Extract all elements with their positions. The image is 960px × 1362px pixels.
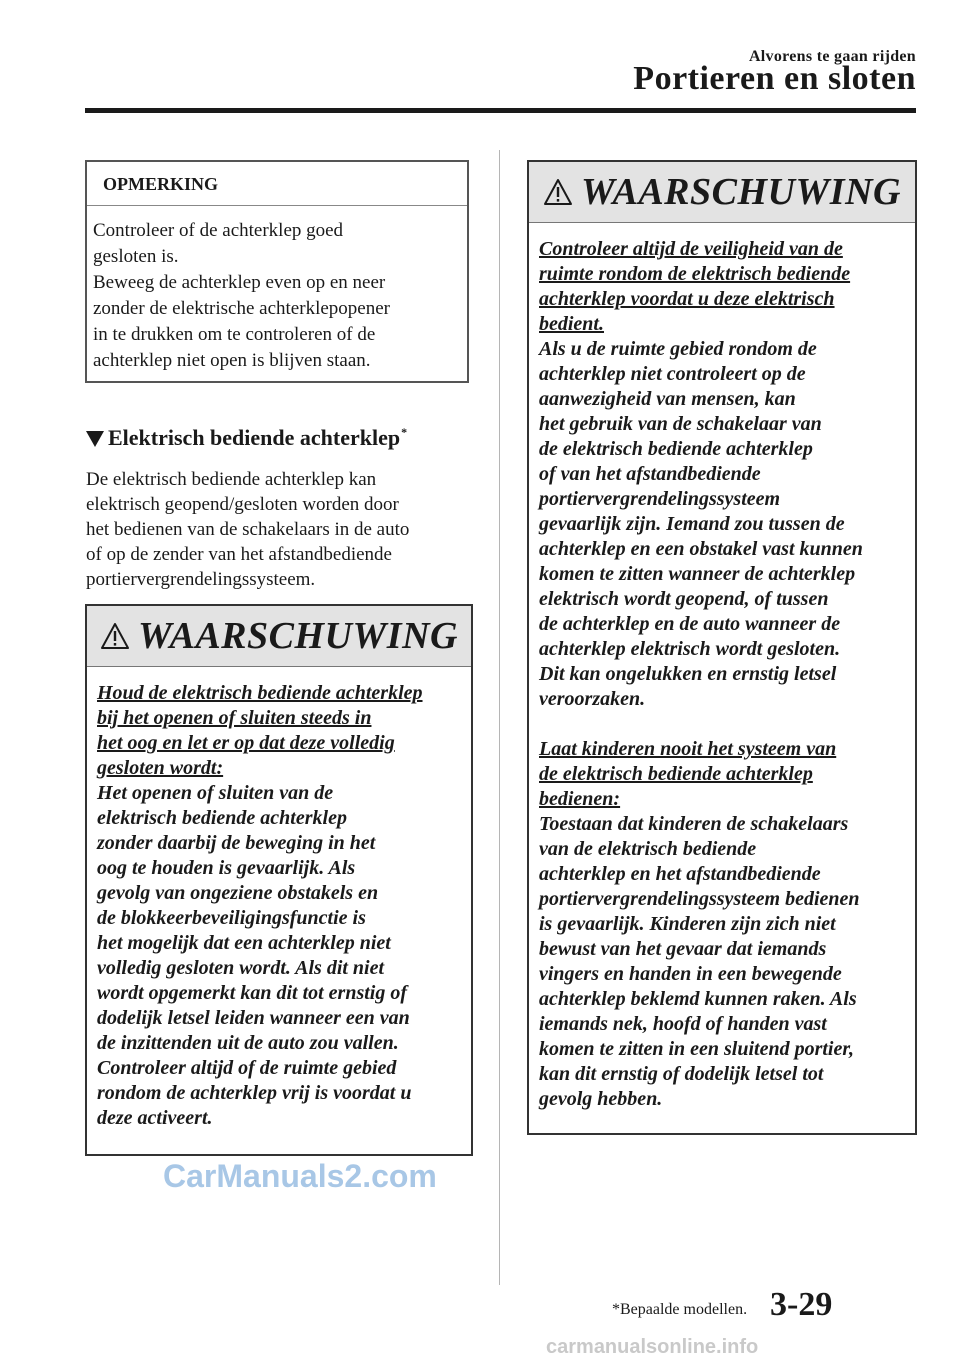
warning-box-right [527,160,917,1135]
header-subtitle: Alvorens te gaan rijden [748,48,916,65]
warning-emphasis-line: ruimte rondom de elektrisch bediende [539,263,851,285]
note-body [87,206,467,374]
page-title: Portieren en sloten [633,60,916,97]
warning-title: WAARSCHUWING [138,615,458,657]
warning-line: van de elektrisch bediende [539,838,757,860]
warning-line: rondom de achterklep vrij is voordat u [97,1082,412,1104]
warning-line: Als u de ruimte gebied rondom de [539,338,817,360]
page-number: 3-29 [770,1286,833,1323]
warning-emphasis-line: bedient. [539,313,604,335]
warning-line: kan dit ernstig of dodelijk letsel tot [539,1063,824,1085]
warning-line: dodelijk letsel leiden wanneer een van [97,1007,410,1029]
note-line: Controleer of de achterklep goed [93,220,344,241]
paragraph-gap [539,712,915,737]
intro-line: het bedienen van de schakelaars in de auto [86,519,410,540]
warning-line: of van het afstandbediende [539,463,761,485]
footnote-marker: * [401,425,408,439]
warning-triangle-icon [543,178,573,206]
warning-line: veroorzaken. [539,688,646,710]
warning-line: Toestaan dat kinderen de schakelaars [539,813,849,835]
warning-line: het mogelijk dat een achterklep niet [97,932,391,954]
warning-line: aanwezigheid van mensen, kan [539,388,796,410]
warning-line: gevolg van ongeziene obstakels en [97,882,379,904]
footer-url: carmanualsonline.info [546,1336,759,1358]
warning-line: oog te houden is gevaarlijk. Als [97,857,356,879]
warning-line: elektrisch bediende achterklep [97,807,347,829]
warning-line: gevolg hebben. [539,1088,663,1110]
warning-line: Dit kan ongelukken en ernstig letsel [539,663,837,685]
warning-line: portiervergrendelingssysteem [539,488,781,510]
triangle-down-icon [86,431,104,447]
warning-emphasis-line: Controleer altijd de veiligheid van de [539,238,843,260]
section-intro [86,467,476,592]
warning-line: elektrisch wordt geopend, of tussen [539,588,829,610]
warning-line: komen te zitten wanneer de achterklep [539,563,856,585]
section-heading [86,425,407,451]
warning-header [529,162,915,223]
warning-line: de elektrisch bediende achterklep [539,438,813,460]
warning-line: achterklep beklemd kunnen raken. Als [539,988,857,1010]
intro-line: De elektrisch bediende achterklep kan [86,469,377,490]
warning-line: wordt opgemerkt kan dit tot ernstig of [97,982,408,1004]
warning-box-left [85,604,473,1156]
warning-line: de achterklep en de auto wanneer de [539,613,841,635]
watermark-text: CarManuals2.com [163,1158,437,1194]
footnote: *Bepaalde modellen. [612,1301,748,1318]
section-title: Elektrisch bediende achterklep [108,425,401,450]
warning-emphasis-line: het oog en let er op dat deze volledig [97,732,395,754]
warning-line: het gebruik van de schakelaar van [539,413,822,435]
intro-line: elektrisch geopend/gesloten worden door [86,494,399,515]
warning-triangle-icon [100,622,130,650]
warning-line: portiervergrendelingssysteem bedienen [539,888,860,910]
intro-line: of op de zender van het afstandbediende [86,544,392,565]
warning-line: is gevaarlijk. Kinderen zijn zich niet [539,913,836,935]
note-line: achterklep niet open is blijven staan. [93,350,371,371]
warning-line: zonder daarbij de beweging in het [97,832,376,854]
warning-body [529,223,915,1112]
warning-emphasis-line: achterklep voordat u deze elektrisch [539,288,835,310]
warning-line: volledig gesloten wordt. Als dit niet [97,957,385,979]
warning-line: iemands nek, hoofd of handen vast [539,1013,827,1035]
warning-header [87,606,471,667]
warning-emphasis-line: bedienen: [539,788,621,810]
warning-emphasis-line: Houd de elektrisch bediende achterklep [97,682,423,704]
warning-line: Controleer altijd of de ruimte gebied [97,1057,397,1079]
warning-line: achterklep en een obstakel vast kunnen [539,538,863,560]
note-heading: OPMERKING [87,162,467,206]
warning-line: vingers en handen in een bewegende [539,963,842,985]
intro-line: portiervergrendelingssysteem. [86,569,316,590]
warning-line: achterklep elektrisch wordt gesloten. [539,638,841,660]
warning-title: WAARSCHUWING [581,171,901,213]
warning-line: komen te zitten in een sluitend portier, [539,1038,855,1060]
note-line: in te drukken om te controleren of de [93,324,376,345]
warning-line: bewust van het gevaar dat iemands [539,938,827,960]
warning-line: deze activeert. [97,1107,213,1129]
header-rule [85,108,916,113]
warning-line: de inzittenden uit de auto zou vallen. [97,1032,399,1054]
warning-emphasis-line: gesloten wordt: [97,757,224,779]
warning-emphasis-line: Laat kinderen nooit het systeem van [539,738,837,760]
warning-emphasis-line: de elektrisch bediende achterklep [539,763,813,785]
note-line: gesloten is. [93,246,179,267]
warning-body [87,667,471,1131]
warning-line: de blokkeerbeveiligingsfunctie is [97,907,366,929]
warning-line: achterklep en het afstandbediende [539,863,821,885]
note-box [85,160,469,383]
warning-line: Het openen of sluiten van de [97,782,334,804]
note-line: Beweeg de achterklep even op en neer [93,272,386,293]
warning-line: achterklep niet controleert op de [539,363,806,385]
note-line: zonder de elektrische achterklepopener [93,298,390,319]
warning-emphasis-line: bij het openen of sluiten steeds in [97,707,372,729]
warning-line: gevaarlijk zijn. Iemand zou tussen de [539,513,845,535]
column-divider [499,150,500,1285]
